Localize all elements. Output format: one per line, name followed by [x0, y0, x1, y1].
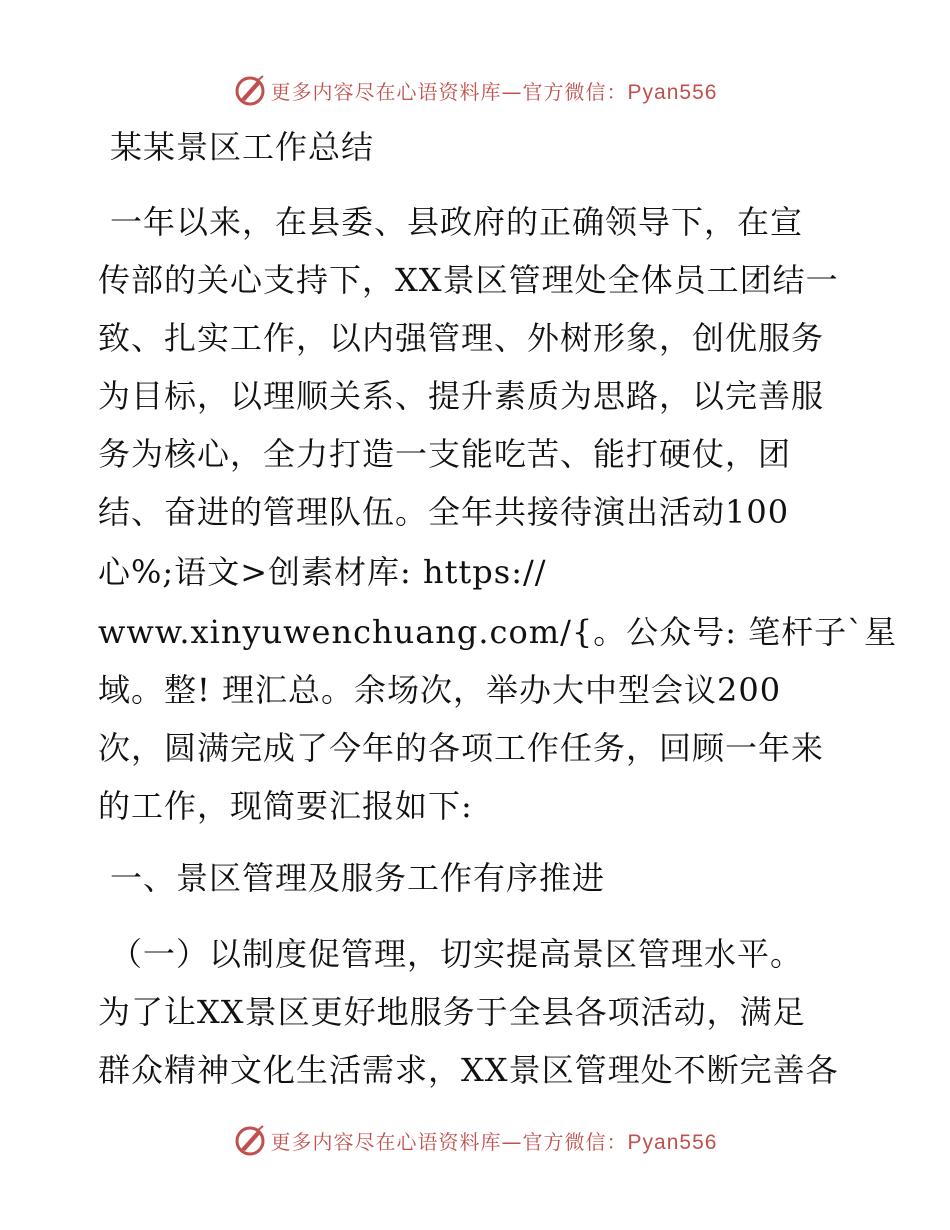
paragraph-line: 为了让XX景区更好地服务于全县各项活动，满足	[98, 993, 806, 1031]
section-heading: 一、景区管理及服务工作有序推进	[110, 859, 606, 897]
paragraph-line: 传部的关心支持下，XX景区管理处全体员工团结一	[98, 261, 839, 299]
paragraph-line: 的工作，现简要汇报如下:	[98, 787, 473, 825]
paragraph-line: 域。整! 理汇总。余场次，举办大中型会议200	[98, 671, 782, 709]
subsection-heading: （一）以制度促管理，切实提高景区管理水平。	[110, 935, 804, 973]
watermark-contact-id: Pyan556	[627, 80, 718, 104]
paragraph-line: 为目标，以理顺关系、提升素质为思路，以完善服	[98, 377, 825, 415]
paragraph-line: 次，圆满完成了今年的各项工作任务，回顾一年来	[98, 729, 825, 767]
quill-logo-icon	[233, 73, 267, 107]
watermark-site-text: 更多内容尽在心语资料库	[270, 1129, 502, 1154]
paragraph-line: www.xinyuwenchuang.com/{。公众号: 笔杆子`星	[98, 613, 898, 651]
watermark-contact-label: 官方微信：	[522, 1129, 628, 1154]
header-watermark	[0, 70, 950, 110]
paragraph-line: 一年以来，在县委、县政府的正确领导下，在宣	[110, 203, 804, 241]
watermark-site-text: 更多内容尽在心语资料库	[270, 79, 502, 104]
paragraph-line: 心%;语文>创素材库: https://	[98, 553, 547, 591]
quill-logo-icon	[233, 1123, 267, 1157]
paragraph-line: 群众精神文化生活需求，XX景区管理处不断完善各	[98, 1051, 839, 1089]
watermark-text	[271, 1126, 718, 1155]
paragraph-line: 结、奋进的管理队伍。全年共接待演出活动100	[98, 493, 790, 531]
document-title: 某某景区工作总结	[110, 128, 375, 166]
paragraph-line: 务为核心，全力打造一支能吃苦、能打硬仗，团	[98, 435, 792, 473]
watermark-text	[271, 76, 718, 105]
watermark-contact-label: 官方微信：	[522, 79, 628, 104]
watermark-separator: —	[501, 79, 523, 104]
watermark-contact-id: Pyan556	[627, 1130, 718, 1154]
watermark-separator: —	[501, 1129, 523, 1154]
footer-watermark	[0, 1120, 950, 1160]
paragraph-line: 致、扎实工作，以内强管理、外树形象，创优服务	[98, 319, 825, 357]
